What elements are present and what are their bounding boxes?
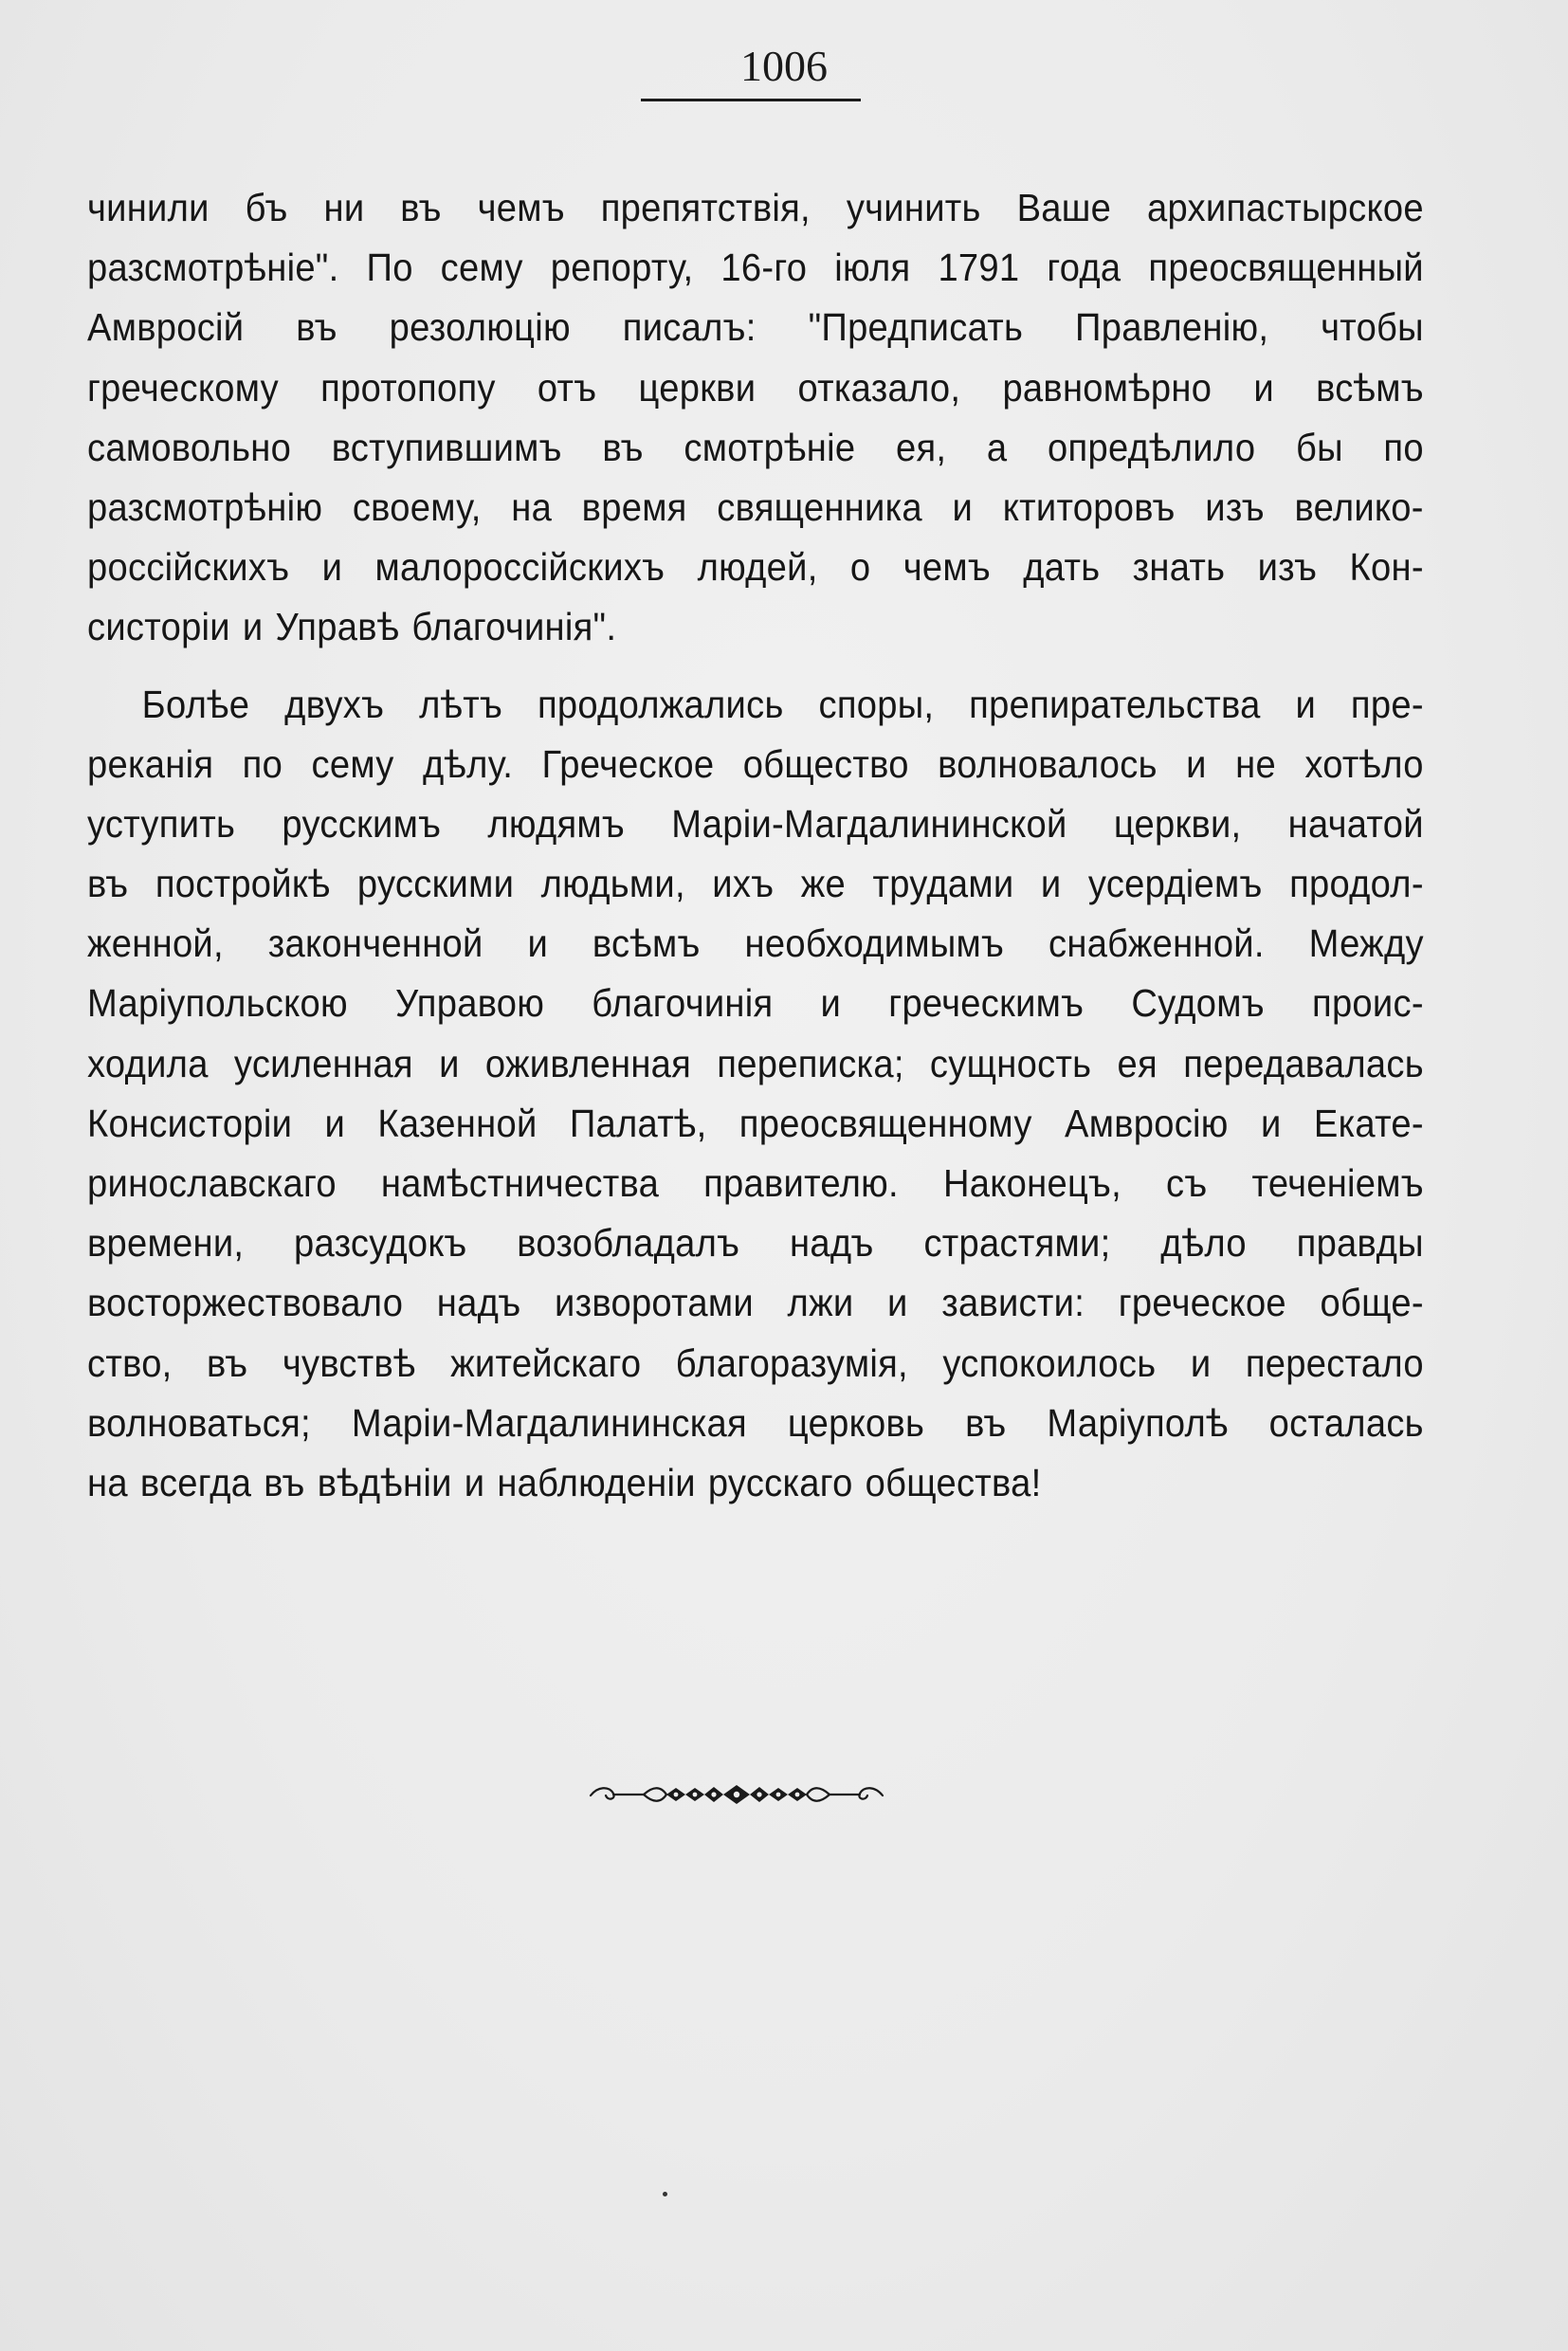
page-number: 1006 — [740, 42, 828, 90]
text-line: волноваться; Маріи-Магдалининская церковь въ Маріуполѣ осталась — [87, 1400, 1424, 1445]
page-number-rule — [641, 99, 861, 101]
text-line: на всегда въ вѣдѣніи и наблюденіи русскаго общества! — [87, 1460, 1042, 1504]
text-line: разсмотрѣнію своему, на время священника и ктиторовъ изъ велико- — [87, 484, 1424, 529]
text-line: реканія по сему дѣлу. Греческое общество волновалось и не хотѣло — [87, 741, 1424, 786]
text-line: уступить русскимъ людямъ Маріи-Магдалининской церкви, начатой — [87, 801, 1424, 846]
text-line: женной, законченной и всѣмъ необходимымъ снабженной. Между — [87, 921, 1424, 966]
text-line: времени, разсудокъ возобладалъ надъ страстями; дѣло правды — [87, 1221, 1424, 1266]
text-line: ходила усиленная и оживленная переписка; сущность ея передавалась — [87, 1041, 1424, 1085]
text-line: самовольно вступившимъ въ смотрѣніе ея, а опредѣлило бы по — [87, 425, 1424, 469]
text-line: восторжествовало надъ изворотами лжи и зависти: греческое обще- — [87, 1281, 1424, 1325]
text-line: ринославскаго намѣстничества правителю. Наконецъ, съ теченіемъ — [87, 1161, 1424, 1205]
text-line: Болѣе двухъ лѣтъ продолжались споры, препирательства и пре- — [141, 682, 1424, 726]
print-speck — [663, 2192, 667, 2196]
text-line: ство, въ чувствѣ житейскаго благоразумія, успокоилось и перестало — [87, 1340, 1424, 1385]
text-line: чинили бъ ни въ чемъ препятствія, учинить Ваше архипастырское — [87, 186, 1424, 229]
body-text — [87, 178, 1424, 1513]
text-line: Консисторіи и Казенной Палатѣ, преосвященному Амвросію и Екате- — [87, 1101, 1424, 1145]
text-line: разсмотрѣніе". По сему репорту, 16-го іюля 1791 года преосвященный — [87, 246, 1424, 290]
text-line: Маріупольскою Управою благочинія и греческимъ Судомъ проис- — [87, 981, 1424, 1026]
text-line: греческому протопопу отъ церкви отказало, равномѣрно и всѣмъ — [87, 365, 1424, 410]
text-line: россійскихъ и малороссійскихъ людей, о чемъ дать знать изъ Кон- — [87, 545, 1424, 590]
text-line: Амвросій въ резолюцію писалъ: "Предписать Правленію, чтобы — [87, 305, 1424, 350]
paragraph-gap — [87, 658, 1424, 675]
text-line: въ постройкѣ русскими людьми, ихъ же трудами и усердіемъ продол- — [87, 862, 1424, 906]
text-line: систоріи и Управѣ благочинія". — [87, 605, 617, 649]
decorative-scroll-divider-icon — [585, 1775, 888, 1813]
